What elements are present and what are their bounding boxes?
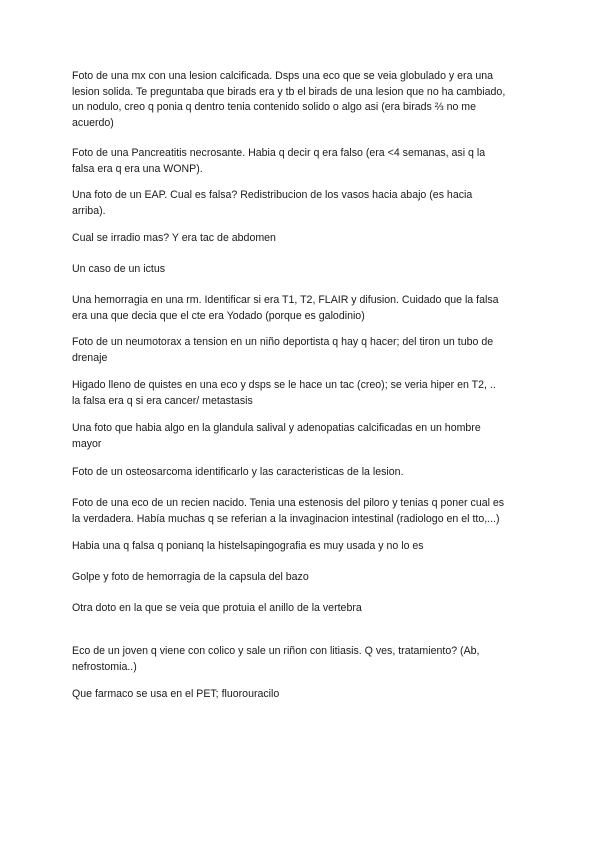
paragraph-hysterosalpingography	[72, 539, 532, 555]
text-line: Cual se irradio mas? Y era tac de abdomen	[72, 232, 276, 244]
text-line: la verdadera. Había muchas q se referian a la invaginacion intestinal (radiologo en el tto,...)	[72, 512, 500, 525]
text-line: Otra doto en la que se veia que protuia el anillo de la vertebra	[72, 602, 362, 614]
text-line: nefrostomia..)	[72, 660, 137, 673]
text-line: mayor	[72, 437, 102, 450]
paragraph-hemorrhage-mri	[72, 293, 532, 324]
paragraph-pneumothorax	[72, 335, 532, 366]
text-line: Eco de un joven q viene con colico y sale un riñon con litiasis. Q ves, tratamiento? (Ab,	[72, 645, 480, 657]
text-line: acuerdo)	[72, 116, 114, 129]
text-line: Foto de un neumotorax a tension en un niño deportista q hay q hacer; del tiron un tubo de	[72, 336, 494, 348]
paragraph-liver-cysts	[72, 378, 532, 409]
text-line: Que farmaco se usa en el PET; fluorouracilo	[72, 688, 280, 700]
text-line: lesion solida. Te preguntaba que birads era y tb el birads de una lesion que no ha cambiado,	[72, 85, 506, 98]
text-line: Higado lleno de quistes en una eco y dsps se le hace un tac (creo); se veria hiper en T2, ..	[72, 379, 496, 391]
text-line: Golpe y foto de hemorragia de la capsula del bazo	[72, 571, 309, 583]
text-line: Habia una q falsa q ponianq la histelsapingografia es muy usada y no lo es	[72, 540, 424, 552]
text-line: la falsa era q si era cancer/ metastasis	[72, 394, 253, 407]
text-line: drenaje	[72, 351, 108, 364]
paragraph-pet	[72, 687, 532, 703]
paragraph-pyloric-stenosis	[72, 496, 532, 527]
paragraph-mammography	[72, 69, 532, 131]
text-line: falsa era q era una WONP).	[72, 162, 203, 175]
text-line: era una que decia que el cte era Yodado (porque es galodinio)	[72, 309, 365, 322]
text-line: Foto de una Pancreatitis necrosante. Habia q decir q era falso (era <4 semanas, asi q la	[72, 147, 486, 159]
paragraph-ictus	[72, 262, 532, 278]
text-line: Un caso de un ictus	[72, 263, 166, 275]
text-line: Foto de un osteosarcoma identificarlo y las caracteristicas de la lesion.	[72, 466, 404, 478]
paragraph-kidney-stone	[72, 644, 532, 675]
text-line: arriba).	[72, 204, 106, 217]
paragraph-osteosarcoma	[72, 465, 532, 481]
paragraph-pancreatitis	[72, 146, 532, 177]
paragraph-irradiation	[72, 231, 532, 247]
text-line: Una foto de un EAP. Cual es falsa? Redistribucion de los vasos hacia abajo (es hacia	[72, 189, 473, 201]
text-line: Una foto que habia algo en la glandula salival y adenopatias calcificadas en un hombre	[72, 422, 481, 434]
paragraph-eap	[72, 188, 532, 219]
text-line: Foto de una eco de un recien nacido. Tenia una estenosis del piloro y tenias q poner cual es	[72, 497, 505, 509]
paragraph-spleen	[72, 570, 532, 586]
paragraph-salivary-gland	[72, 421, 532, 452]
text-line: Foto de una mx con una lesion calcificada. Dsps una eco que se veia globulado y era una	[72, 70, 494, 82]
text-line: un nodulo, creo q ponia q dentro tenia contenido solido o algo asi (era birads ⅔ no me	[72, 101, 477, 113]
paragraph-vertebra	[72, 601, 532, 617]
text-line: Una hemorragia en una rm. Identificar si era T1, T2, FLAIR y difusion. Cuidado que la falsa	[72, 294, 499, 306]
